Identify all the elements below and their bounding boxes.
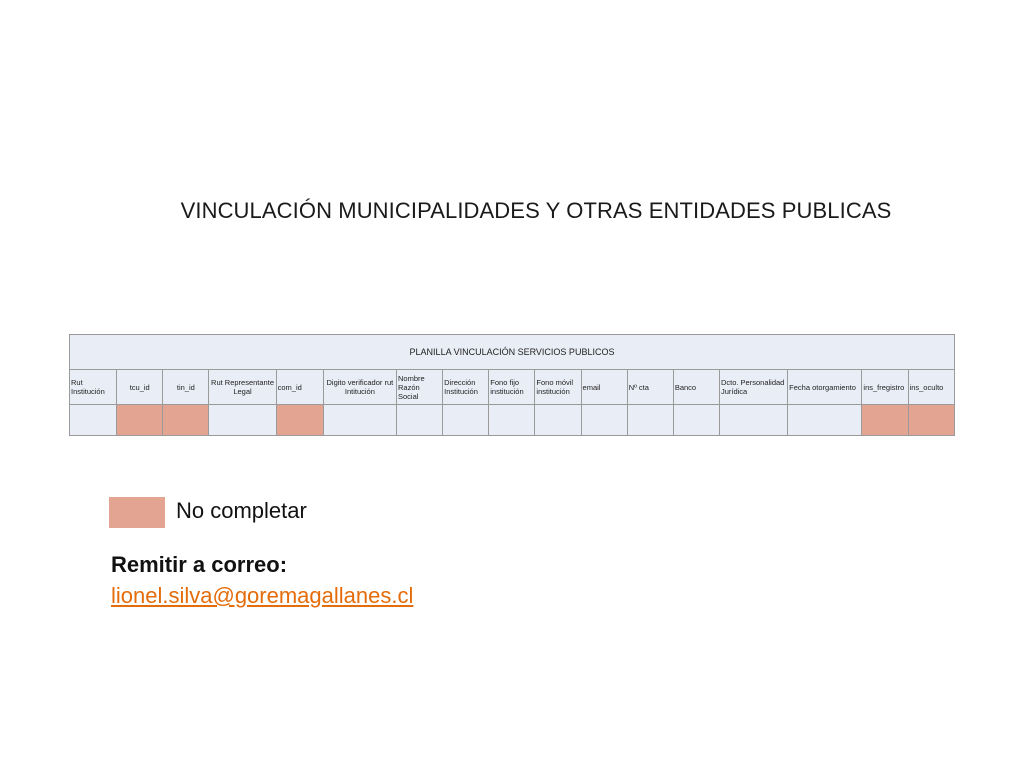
table-caption: PLANILLA VINCULACIÓN SERVICIOS PUBLICOS (70, 335, 955, 370)
page-title: VINCULACIÓN MUNICIPALIDADES Y OTRAS ENTIDADES PUBLICAS (180, 198, 892, 223)
table-cell-banco[interactable] (673, 405, 719, 436)
column-header: com_id (276, 370, 323, 405)
table-cell-razon-social[interactable] (396, 405, 442, 436)
column-header: Fono móvil institución (535, 370, 581, 405)
column-header: Banco (673, 370, 719, 405)
column-header: Rut Representante Legal (209, 370, 276, 405)
table-cell-fono-movil[interactable] (535, 405, 581, 436)
table-cell-no-completar (276, 405, 323, 436)
table-cell-personalidad-juridica[interactable] (719, 405, 787, 436)
table-cell-rut-representante[interactable] (209, 405, 276, 436)
table-cell-numero-cuenta[interactable] (627, 405, 673, 436)
remit-label: Remitir a correo: (111, 552, 288, 577)
table-cell-no-completar (163, 405, 209, 436)
table-cell-fecha-otorgamiento[interactable] (788, 405, 862, 436)
column-header: ins_fregistro (862, 370, 908, 405)
table-cell-direccion[interactable] (443, 405, 489, 436)
table-header-row (70, 370, 955, 405)
column-header: Fecha otorgamiento (788, 370, 862, 405)
column-header: Nombre Razón Social (396, 370, 442, 405)
table-cell-fono-fijo[interactable] (489, 405, 535, 436)
table-cell-no-completar (117, 405, 163, 436)
column-header: Nº cta (627, 370, 673, 405)
table-cell-no-completar (862, 405, 908, 436)
table-cell-email[interactable] (581, 405, 627, 436)
column-header: Digito verificador rut Intitución (323, 370, 396, 405)
column-header: Fono fijo institución (489, 370, 535, 405)
column-header: tin_id (163, 370, 209, 405)
column-header: email (581, 370, 627, 405)
column-header: Dcto. Personalidad Jurídica (719, 370, 787, 405)
email-link[interactable]: lionel.silva@goremagallanes.cl (111, 583, 414, 608)
table-row (70, 405, 955, 436)
table-cell-no-completar (908, 405, 954, 436)
column-header: ins_oculto (908, 370, 954, 405)
table-cell-digito-verificador[interactable] (323, 405, 396, 436)
no-completar-swatch (109, 497, 165, 528)
no-completar-label: No completar (176, 498, 307, 523)
planilla-table (69, 334, 955, 436)
column-header: Rut Institución (70, 370, 117, 405)
planilla-table-container (69, 334, 955, 436)
table-caption-row (70, 335, 955, 370)
column-header: Dirección Institución (443, 370, 489, 405)
column-header: tcu_id (117, 370, 163, 405)
table-cell-rut-institucion[interactable] (70, 405, 117, 436)
